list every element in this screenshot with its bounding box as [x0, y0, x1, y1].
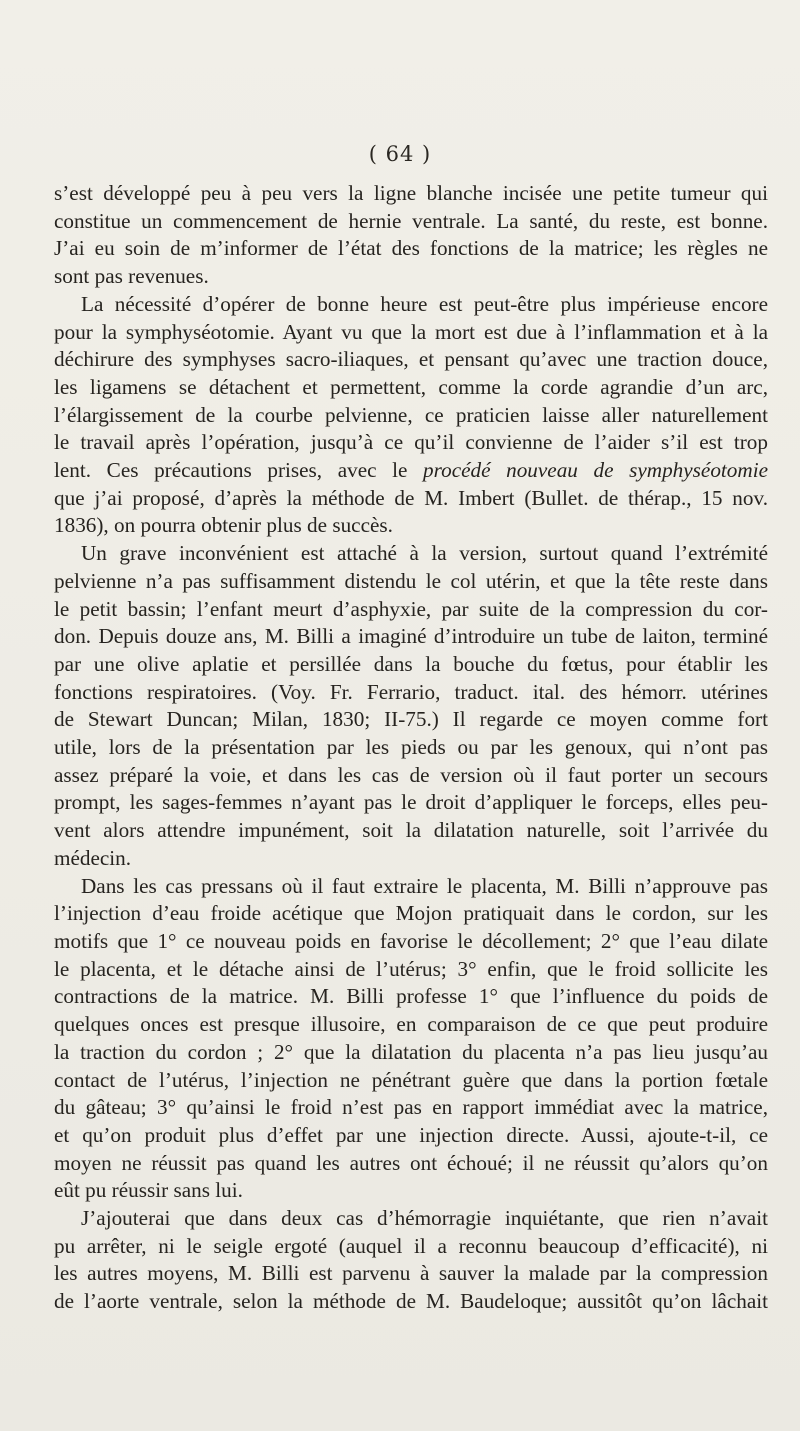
italic-text-segment: procédé nouveau de symphyséotomie: [423, 458, 768, 483]
text-line: de Stewart Duncan; Milan, 1830; II-75.) Il regarde ce moyen comme fort: [54, 707, 768, 732]
text-line: pour la symphyséotomie. Ayant vu que la mort est due à l’inflammation et à la: [54, 319, 768, 344]
text-line: Un grave inconvénient est attaché à la version, surtout quand l’extrémité: [81, 541, 768, 566]
text-line: La nécessité d’opérer de bonne heure est peut-être plus impérieuse encore: [81, 291, 768, 316]
text-line: don. Depuis douze ans, M. Billi a imaginé d’introduire un tube de laiton, terminé: [54, 624, 768, 649]
text-line: le petit bassin; l’enfant meurt d’asphyxie, par suite de la compression du cor-: [54, 596, 768, 621]
text-line: et qu’on produit plus d’effet par une injection directe. Aussi, ajoute-t-il, ce: [54, 1122, 768, 1147]
page-number: ( 64 ): [368, 142, 432, 166]
text-line: [54, 457, 768, 485]
text-line: médecin.: [54, 845, 132, 870]
text-line: prompt, les sages-femmes n’ayant pas le droit d’appliquer le forceps, elles peu-: [54, 790, 768, 815]
text-line: sont pas revenues.: [54, 264, 209, 289]
text-line: s’est développé peu à peu vers la ligne blanche incisée une petite tumeur qui: [54, 181, 768, 205]
text-line: déchirure des symphyses sacro-iliaques, et pensant qu’avec une traction douce,: [54, 347, 768, 372]
text-line: de l’aorte ventrale, selon la méthode de M. Baudeloque; aussitôt qu’on lâchait: [54, 1289, 768, 1314]
text-line: utile, lors de la présentation par les pieds ou par les genoux, qui n’ont pas: [54, 735, 768, 760]
text-line: Dans les cas pressans où il faut extraire le placenta, M. Billi n’approuve pas: [81, 873, 768, 898]
text-line: les autres moyens, M. Billi est parvenu à sauver la malade par la compression: [54, 1261, 768, 1286]
text-line: l’élargissement de la courbe pelvienne, ce praticien laisse aller naturellement: [54, 402, 768, 427]
text-line: eût pu réussir sans lui.: [54, 1178, 243, 1203]
text-line: que j’ai proposé, d’après la méthode de M. Imbert (Bullet. de thérap., 15 nov.: [54, 485, 768, 510]
text-line: constitue un commencement de hernie ventrale. La santé, du reste, est bonne.: [54, 208, 768, 233]
text-line: contact de l’utérus, l’injection ne pénétrant guère que dans la portion fœtale: [54, 1067, 768, 1092]
text-segment: lent. Ces précautions prises, avec le: [54, 458, 424, 483]
text-line: assez préparé la voie, et dans les cas de version où il faut porter un secours: [54, 762, 768, 787]
text-line: le placenta, et le détache ainsi de l’utérus; 3° enfin, que le froid sollicite les: [54, 956, 768, 981]
text-line: les ligamens se détachent et permettent, comme la corde agrandie d’un arc,: [54, 374, 768, 399]
text-line: contractions de la matrice. M. Billi professe 1° que l’influence du poids de: [54, 984, 768, 1009]
text-line: pelvienne n’a pas suffisamment distendu le col utérin, et que la tête reste dans: [54, 568, 768, 593]
text-line: du gâteau; 3° qu’ainsi le froid n’est pas en rapport immédiat avec la matrice,: [54, 1095, 768, 1120]
text-line: le travail après l’opération, jusqu’à ce qu’il convienne de l’aider s’il est trop: [54, 430, 768, 455]
text-line: motifs que 1° ce nouveau poids en favorise le décollement; 2° que l’eau dilate: [54, 928, 768, 953]
body-text: [54, 180, 768, 1316]
text-line: J’ajouterai que dans deux cas d’hémorragie inquiétante, que rien n’avait: [81, 1206, 768, 1231]
text-line: fonctions respiratoires. (Voy. Fr. Ferrario, traduct. ital. des hémorr. utérines: [54, 679, 768, 704]
text-line: J’ai eu soin de m’informer de l’état des fonctions de la matrice; les règles ne: [54, 236, 768, 261]
text-line: l’injection d’eau froide acétique que Mojon pratiquait dans le cordon, sur les: [54, 901, 768, 926]
text-line: 1836), on pourra obtenir plus de succès.: [54, 513, 393, 538]
text-line: la traction du cordon ; 2° que la dilatation du placenta n’a pas lieu jusqu’au: [54, 1039, 768, 1064]
text-line: vent alors attendre impunément, soit la dilatation naturelle, soit l’arrivée du: [54, 818, 768, 843]
text-line: par une olive aplatie et persillée dans la bouche du fœtus, pour établir les: [54, 651, 768, 676]
text-line: quelques onces est presque illusoire, en comparaison de ce que peut produire: [54, 1012, 768, 1037]
text-line: pu arrêter, ni le seigle ergoté (auquel il a reconnu beaucoup d’efficacité), ni: [54, 1233, 768, 1258]
text-line: moyen ne réussit pas quand les autres ont échoué; il ne réussit qu’alors qu’on: [54, 1150, 768, 1175]
